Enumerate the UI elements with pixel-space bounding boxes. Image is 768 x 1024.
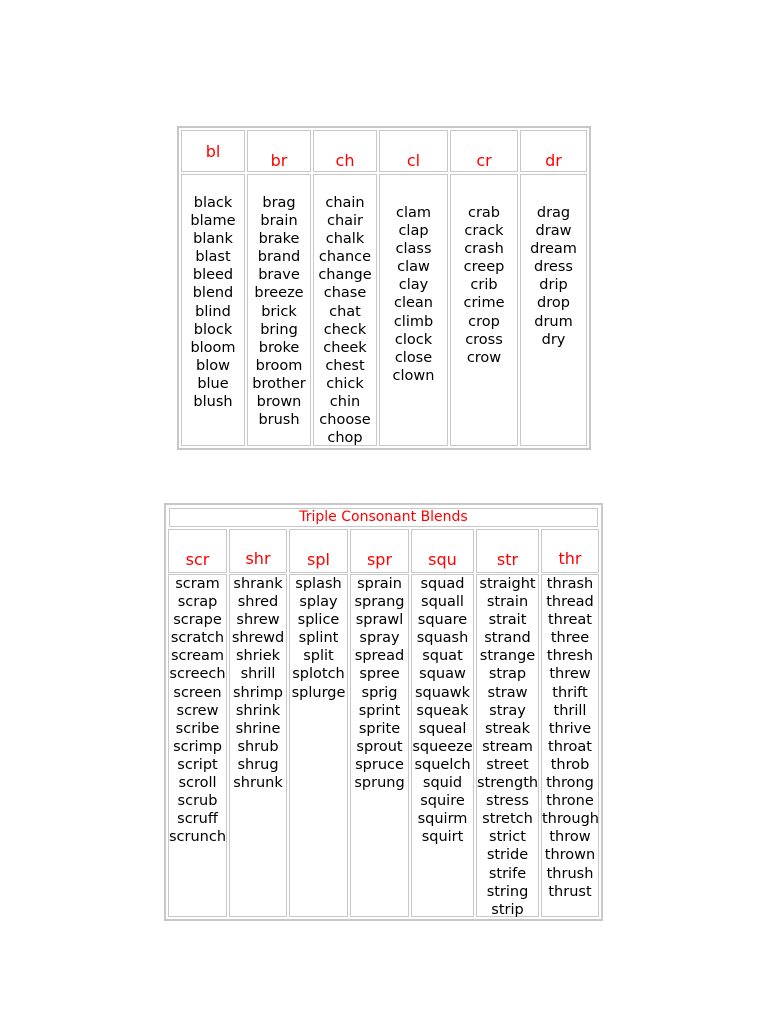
column-words-cr (450, 174, 518, 446)
word-item: thread (546, 594, 594, 611)
word-item: chin (329, 394, 361, 411)
word-item: squad (420, 576, 465, 592)
word-item: draw (535, 223, 572, 240)
word-item: brush (258, 412, 300, 429)
word-item: throb (550, 756, 590, 773)
word-item: strength (477, 775, 539, 792)
word-item: close (394, 349, 433, 366)
word-item: straw (487, 684, 528, 701)
word-item: blue (197, 375, 229, 392)
word-item: choose (319, 412, 371, 429)
column-words-shr (229, 574, 287, 917)
word-item: sprint (358, 702, 401, 719)
column-header-label: dr (545, 151, 562, 170)
word-item: spread (354, 648, 405, 665)
word-item: chick (326, 375, 364, 392)
word-item: crime (463, 295, 505, 312)
word-item: crow (466, 349, 502, 366)
word-item: dream (530, 241, 577, 258)
word-item: squire (420, 793, 465, 810)
word-item: blame (190, 213, 236, 230)
word-item: splash (295, 576, 342, 592)
word-item: shrank (233, 576, 283, 592)
column-header-label: cl (406, 151, 421, 170)
word-item: strict (489, 829, 526, 846)
word-item: screw (176, 702, 219, 719)
word-item: split (303, 648, 334, 665)
word-item: crack (464, 223, 504, 240)
word-item: strange (479, 648, 536, 665)
word-item: splice (297, 612, 340, 629)
word-item: shrew (236, 612, 280, 629)
word-item: broke (258, 339, 300, 356)
word-item: scroll (178, 775, 217, 792)
word-item: squid (422, 775, 463, 792)
word-item: blank (193, 231, 233, 248)
word-item: creep (463, 259, 505, 276)
word-item: chop (327, 430, 363, 447)
column-header-squ (411, 529, 474, 573)
word-item: sprang (354, 594, 405, 611)
word-item: blind (195, 303, 231, 320)
word-item: thrust (548, 883, 592, 900)
word-item: thrush (546, 865, 594, 882)
column-header-shr (229, 529, 287, 573)
word-item: streak (484, 720, 531, 737)
column-words-squ (411, 574, 474, 917)
word-item: blow (196, 357, 230, 374)
column-words-spl (289, 574, 348, 917)
triple-blends-table (164, 503, 603, 921)
word-item: squaw (419, 666, 466, 683)
column-words-br (247, 174, 311, 446)
word-item: brave (258, 267, 300, 284)
word-item: scrunch (169, 829, 227, 846)
column-words-ch (313, 174, 377, 446)
word-item: dress (534, 259, 573, 276)
word-item: block (193, 321, 233, 338)
column-header-label: squ (428, 550, 457, 569)
word-item: drip (539, 277, 568, 294)
word-item: strain (486, 594, 529, 611)
word-item: scruff (177, 811, 218, 828)
word-item: shrine (235, 720, 281, 737)
word-item: stress (486, 793, 529, 810)
word-item: throat (548, 738, 592, 755)
word-item: brand (257, 249, 301, 266)
column-header-label: shr (245, 549, 271, 568)
word-item: stretch (482, 811, 533, 828)
column-header-scr (168, 529, 227, 573)
word-item: scrimp (173, 738, 222, 755)
word-item: squirm (417, 811, 468, 828)
word-item: thrive (548, 720, 592, 737)
word-item: brick (261, 303, 297, 320)
word-item: shred (237, 594, 279, 611)
word-item: scram (175, 576, 220, 592)
word-item: chalk (325, 231, 365, 248)
word-item: crib (470, 277, 498, 294)
word-item: squall (421, 594, 464, 611)
word-item: crash (464, 241, 504, 258)
word-item: brother (252, 375, 306, 392)
column-words-spr (350, 574, 409, 917)
word-item: blush (193, 394, 233, 411)
word-item: script (177, 756, 218, 773)
word-item: scrub (177, 793, 218, 810)
word-item: sprig (361, 684, 398, 701)
word-item: bleed (192, 267, 234, 284)
column-header-spr (350, 529, 409, 573)
word-item: squirt (421, 829, 464, 846)
word-item: thresh (546, 648, 594, 665)
word-item: chance (318, 249, 372, 266)
word-item: brake (258, 231, 300, 248)
word-item: thrown (544, 847, 596, 864)
word-item: clap (398, 223, 429, 240)
word-item: climb (393, 313, 434, 330)
word-item: throw (549, 829, 591, 846)
word-item: clay (398, 277, 429, 294)
word-item: threw (549, 666, 591, 683)
word-item: sprout (356, 738, 403, 755)
word-item: sprite (358, 720, 401, 737)
word-item: squeal (418, 720, 467, 737)
word-item: drag (536, 205, 571, 221)
word-item: scribe (175, 720, 220, 737)
column-header-label: bl (205, 142, 221, 161)
word-item: broom (255, 357, 303, 374)
column-header-label: ch (335, 151, 355, 170)
column-header-cl (379, 130, 448, 172)
word-item: splay (299, 594, 338, 611)
word-item: cross (465, 331, 503, 348)
word-item: chair (326, 213, 364, 230)
word-item: splurge (291, 684, 346, 701)
column-header-label: cr (476, 151, 492, 170)
word-item: straight (479, 576, 536, 592)
word-item: squash (416, 630, 469, 647)
word-item: drum (534, 313, 573, 330)
column-header-label: thr (558, 549, 582, 568)
word-item: square (417, 612, 468, 629)
word-item: strait (488, 612, 527, 629)
word-item: spruce (355, 756, 404, 773)
word-item: clown (392, 367, 435, 384)
word-item: strap (488, 666, 527, 683)
column-header-label: spr (366, 550, 393, 569)
column-header-ch (313, 130, 377, 172)
double-blends-table (177, 126, 591, 450)
word-item: strife (488, 865, 527, 882)
word-item: squat (422, 648, 463, 665)
word-item: street (486, 756, 529, 773)
word-item: clock (394, 331, 433, 348)
column-words-bl (181, 174, 245, 446)
word-item: drop (537, 295, 570, 312)
word-item: throng (546, 775, 594, 792)
word-item: black (193, 195, 233, 211)
column-header-str (476, 529, 539, 573)
word-item: crab (467, 205, 501, 221)
word-item: blend (192, 285, 234, 302)
word-item: crop (468, 313, 500, 330)
word-item: squelch (414, 756, 471, 773)
word-item: through (542, 811, 599, 828)
word-item: shrunk (233, 775, 283, 792)
word-item: thrash (546, 576, 594, 592)
column-words-scr (168, 574, 227, 917)
column-header-label: scr (185, 550, 210, 569)
word-item: shrewd (231, 630, 285, 647)
word-item: brain (260, 213, 298, 230)
word-item: chain (325, 195, 365, 211)
word-item: sprain (357, 576, 402, 592)
word-item: thrift (552, 684, 588, 701)
column-words-dr (520, 174, 587, 446)
word-item: blast (195, 249, 231, 266)
word-item: breeze (254, 285, 304, 302)
word-item: three (550, 630, 590, 647)
word-item: bloom (190, 339, 236, 356)
word-item: shrink (235, 702, 281, 719)
word-item: shrimp (232, 684, 284, 701)
column-header-spl (289, 529, 348, 573)
word-item: shrub (237, 738, 279, 755)
word-item: strand (484, 630, 531, 647)
word-item: cheek (323, 339, 367, 356)
word-item: stride (486, 847, 529, 864)
word-item: scrap (177, 594, 218, 611)
word-item: brown (256, 394, 302, 411)
word-item: sprawl (355, 612, 404, 629)
word-item: chest (325, 357, 365, 374)
word-item: stray (489, 702, 526, 719)
word-item: clean (394, 295, 433, 312)
word-item: sprung (354, 775, 405, 792)
word-item: chat (329, 303, 361, 320)
word-item: spray (359, 630, 400, 647)
word-item: stream (482, 738, 533, 755)
column-header-label: spl (307, 550, 330, 569)
column-words-str (476, 574, 539, 917)
word-item: claw (397, 259, 430, 276)
column-header-cr (450, 130, 518, 172)
word-item: shriek (235, 648, 281, 665)
word-item: dry (541, 331, 566, 348)
column-header-label: str (496, 550, 519, 569)
word-item: splint (298, 630, 339, 647)
word-item: string (486, 883, 529, 900)
word-item: threat (547, 612, 592, 629)
word-item: squeak (416, 702, 469, 719)
word-item: squeeze (412, 738, 473, 755)
word-item: shrug (237, 756, 279, 773)
word-item: scrape (173, 612, 222, 629)
column-words-cl (379, 174, 448, 446)
word-item: screech (169, 666, 226, 683)
column-header-br (247, 130, 311, 172)
column-header-label: br (270, 151, 288, 170)
word-item: strip (491, 901, 524, 918)
word-item: change (318, 267, 372, 284)
column-words-thr (541, 574, 599, 917)
word-item: squawk (414, 684, 471, 701)
word-item: chase (323, 285, 367, 302)
word-item: check (323, 321, 367, 338)
word-item: class (395, 241, 432, 258)
word-item: throne (546, 793, 594, 810)
word-item: scream (170, 648, 225, 665)
word-item: brag (262, 195, 296, 211)
column-header-dr (520, 130, 587, 172)
word-item: thrill (553, 702, 587, 719)
column-header-bl (181, 130, 245, 172)
word-item: clam (395, 205, 431, 221)
table-title: Triple Consonant Blends (169, 508, 598, 527)
word-item: shrill (240, 666, 276, 683)
column-header-thr (541, 529, 599, 573)
word-item: spree (359, 666, 400, 683)
word-item: splotch (292, 666, 345, 683)
word-item: scratch (170, 630, 225, 647)
word-item: bring (260, 321, 298, 338)
word-item: screen (173, 684, 222, 701)
